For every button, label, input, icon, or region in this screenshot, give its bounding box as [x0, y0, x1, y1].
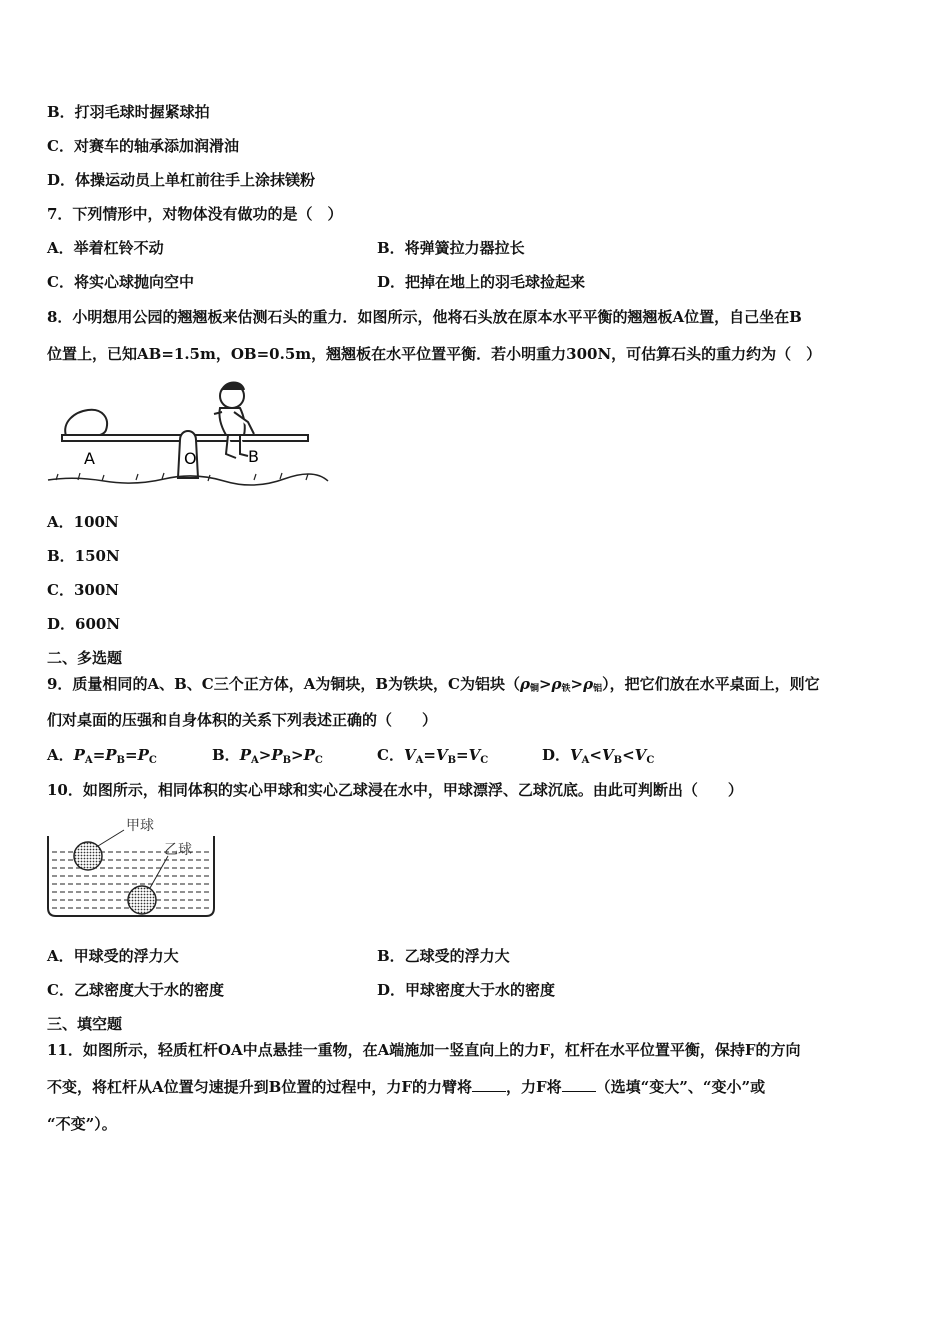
label-yi: 乙球	[164, 842, 192, 858]
q8-stem-line1: 8．小明想用公园的翘翘板来估测石头的重力．如图所示，他将石头放在原本水平平衡的翘翘板A位置，自己坐在B	[47, 308, 802, 326]
section-fill-blank-heading: 三、填空题	[47, 1015, 123, 1033]
label-jia: 甲球	[126, 818, 154, 834]
q7-option-a: A．举着杠铃不动	[47, 239, 164, 257]
q7-option-d: D．把掉在地上的羽毛球捡起来	[377, 273, 586, 291]
buoyancy-figure	[44, 812, 220, 920]
q11-line1: 11．如图所示，轻质杠杆OA中点悬挂一重物，在A端施加一竖直向上的力F，杠杆在水平位置平衡，保持F的方向	[47, 1041, 801, 1059]
q6-option-c: C．对赛车的轴承添加润滑油	[47, 137, 239, 155]
label-b: B	[248, 447, 259, 466]
rock-shape	[65, 410, 107, 437]
q9-stem-line1: 9．质量相同的A、B、C三个正方体，A为铜块，B为铁块，C为铝块（ρ铜>ρ铁>ρ铝），把它们放在水平桌面上，则它	[47, 675, 820, 694]
q7-option-c: C．将实心球抛向空中	[47, 273, 194, 291]
q8-option-b: B．150N	[47, 547, 120, 565]
q8-stem-line2: 位置上，已知AB=1.5m，OB=0.5m，翘翘板在水平位置平衡．若小明重力300N，可估算石头的重力约为（ ）	[47, 345, 822, 363]
q9-option-c: C．$V_A=V_B=V_C$	[377, 746, 489, 766]
q10-option-c: C．乙球密度大于水的密度	[47, 981, 224, 999]
ball-yi	[128, 886, 156, 914]
q10-option-d: D．甲球密度大于水的密度	[377, 981, 556, 999]
q9-option-d: D．$V_A<V_B<V_C$	[542, 746, 655, 766]
seesaw-figure	[44, 378, 334, 486]
q10-option-b: B．乙球受的浮力大	[377, 947, 510, 965]
q10-option-a: A．甲球受的浮力大	[47, 947, 179, 965]
q7-option-b: B．将弹簧拉力器拉长	[377, 239, 525, 257]
q6-option-d: D．体操运动员上单杠前往手上涂抹镁粉	[47, 171, 316, 189]
leader-yi	[150, 856, 168, 888]
q9-option-a: A．$P_A=P_B=P_C$	[47, 746, 157, 766]
q10-stem: 10．如图所示，相同体积的实心甲球和实心乙球浸在水中，甲球漂浮、乙球沉底。由此可判断出（ ）	[47, 781, 743, 799]
q9-option-b: B．$P_A>P_B>P_C$	[212, 746, 323, 766]
section-multi-choice-heading: 二、多选题	[47, 649, 123, 667]
q11-blank-1[interactable]	[472, 1077, 506, 1092]
ball-jia	[74, 842, 102, 870]
q6-option-b: B．打羽毛球时握紧球拍	[47, 103, 210, 121]
label-a: A	[84, 449, 95, 468]
q11-line3: “不变”）。	[47, 1115, 117, 1133]
q8-option-a: A．100N	[47, 513, 119, 531]
leader-jia	[98, 830, 124, 846]
q11-line2: 不变，将杠杆从A位置匀速提升到B位置的过程中，力F的力臂将 ，力F将 （选填“变大”、“变小”或	[47, 1078, 766, 1096]
q8-option-d: D．600N	[47, 615, 121, 633]
q7-stem: 7．下列情形中，对物体没有做功的是（ ）	[47, 205, 343, 223]
ground-line	[48, 474, 328, 485]
label-o: O	[184, 449, 197, 468]
q9-stem-line2: 们对桌面的压强和自身体积的关系下列表述正确的（ ）	[47, 711, 438, 729]
q8-option-c: C．300N	[47, 581, 119, 599]
q11-blank-2[interactable]	[562, 1077, 596, 1092]
